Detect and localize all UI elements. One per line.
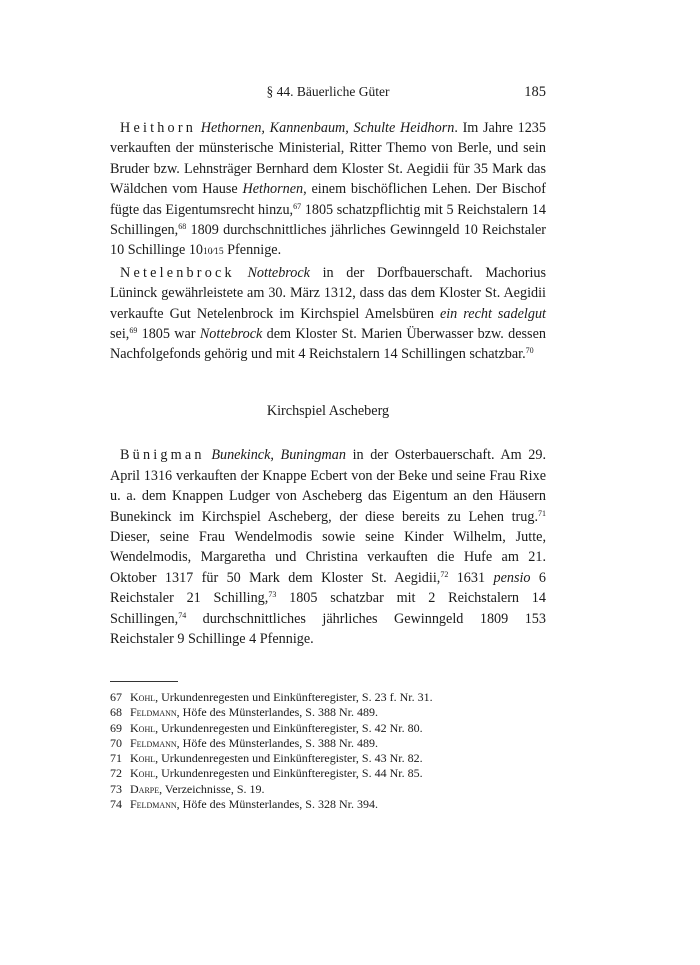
footnote-ref[interactable]: 71 [538,508,546,518]
footnote-ref[interactable]: 72 [440,569,449,579]
footnote-author: Feldmann [130,735,177,750]
footnote-number: 69 [110,720,122,735]
footnote-author: Feldmann [130,797,177,812]
footnote [110,705,546,720]
running-head: § 44. Bäuerliche Güter [266,84,390,99]
footnote [110,721,546,736]
entry-text: durchschnittliches jährliches Gewinngeld 1809 153 Reichstaler 9 Schillinge 4 Pfennige. [110,610,546,647]
footnote-number: 72 [110,766,122,781]
entry-bunigman [110,445,546,649]
footnote-author: Kohl [130,720,156,735]
footnote-author: Kohl [130,751,156,766]
alternative-names: Bunekinck, Buningman [211,447,346,464]
entry-text: 1805 schatzbar mit 2 Reichstalern 14 Schillingen, [110,590,546,627]
entry-text: , einem bischöflichen Lehen. Der Bischof fügte das Eigentumsrecht hinzu, [110,181,546,218]
entry-text: 1805 schatzpflichtig mit 5 Reichstalern 14 Schillingen, [110,201,546,239]
footnote-text: , Verzeichnisse, S. 19. [159,781,265,796]
footnote-author: Feldmann [130,705,177,720]
entry-name: Heithorn [120,120,197,136]
footnote-text: , Höfe des Münsterlandes, S. 328 Nr. 394. [176,797,378,812]
entry-text: dem Kloster St. Marien Überwasser bzw. dessen Nachfolgefonds gehörig und mit 4 Reichstalern 14 Schillingen schatzbar. [110,326,546,363]
footnote-text: , Höfe des Münsterlandes, S. 388 Nr. 489. [176,735,378,750]
footnote [110,782,546,797]
entry-text: Dieser, seine Frau Wendelmodis sowie seine Kinder Wilhelm, Jutte, Wendelmodis, Margaretha und Christina verkauften die Hufe am 21. Oktober 1317 für 50 Mark dem Kloster St. Aegidii, [110,528,546,586]
entry-text: 1809 durchschnittliches jährliches Gewinngeld 10 Reichstaler 10 Schillinge 10 [110,222,546,259]
page-number: 185 [524,84,546,100]
footnote-author: Kohl [130,766,156,781]
footnote [110,751,546,766]
footnote-author: Kohl [130,690,156,704]
footnote [110,690,546,705]
entry-text: 1631 [448,569,494,586]
footnote-text: , Urkundenregesten und Einkünfteregister, S. 44 Nr. 85. [155,766,423,781]
footnote [110,736,546,751]
entry-text: 1805 war [137,326,200,343]
footnote-separator [110,681,178,682]
footnote [110,797,546,812]
entry-netelenbrock [110,263,546,365]
entry-text: in der Osterbauerschaft. Am 29. April 1316 verkauften der Knappe Ecbert von der Beke und seine Frau Rixe u. a. dem Knappen Ludger von Ascheberg das Eigentum an den Häusern Bunekinck im Kirchspiel Ascheberg, der diese bereits zu Lehen trug. [110,447,547,525]
footnote-number: 68 [110,705,122,720]
footnote-number: 74 [110,797,122,812]
footnote-ref[interactable]: 68 [178,222,187,232]
footnote-ref[interactable]: 69 [129,326,138,336]
footnote-ref[interactable]: 67 [293,201,302,211]
page-header [110,84,546,106]
entry-name: Netelenbrock [120,264,235,281]
entry-text: sei, [110,326,130,343]
footnote-ref[interactable]: 73 [268,590,277,600]
footnote-number: 71 [110,751,122,766]
entry-text: . Im Jahre 1235 verkauften der münsterische Ministerial, Ritter Themo von Berle, und sein Bruder bzw. Lehnsträger Bernhard dem Kloster St. Aegidii für 35 Mark das Wäldchen vom Hause [110,120,546,198]
footnote-author: Darpe [130,781,160,796]
entry-text: Pfennige. [223,242,282,259]
footnote [110,766,546,781]
main-text [110,118,546,649]
alternative-names: Nottebrock [247,264,310,281]
footnote-text: , Höfe des Münsterlandes, S. 388 Nr. 489. [176,705,378,720]
alternative-names: Nottebrock [199,326,263,343]
footnote-text: , Urkundenregesten und Einkünfteregister, S. 23 f. Nr. 31. [155,690,433,704]
footnote-number: 70 [110,735,122,750]
section-heading: Kirchspiel Ascheberg [266,402,390,419]
place-name: Hethornen [242,181,304,198]
footnote-ref[interactable]: 70 [525,346,534,356]
footnote-text: , Urkundenregesten und Einkünfteregister, S. 42 Nr. 80. [155,720,423,735]
entry-text: 6 Reichstaler 21 Schilling, [110,569,547,607]
entry-text: in der Dorfbauerschaft. Machorius Lüninck gewährleistete am 30. März 1312, dass das dem Kloster St. Aegidii verkaufte Gut Netelenbrock im Kirchspiel Amelsbüren [110,264,547,322]
entry-heithorn [110,118,546,263]
alternative-names: Hethornen, Kannenbaum, Schulte Heidhorn [200,120,455,136]
footnote-ref[interactable]: 74 [178,610,187,620]
footnote-number: 67 [110,690,122,704]
fraction: 10⁄15 [203,247,224,258]
footnote-text: , Urkundenregesten und Einkünfteregister, S. 43 Nr. 82. [155,751,423,766]
footnote-number: 73 [110,781,122,796]
latin-term: pensio [493,569,531,586]
quoted-phrase: ein recht sadelgut [439,305,546,322]
entry-name: Bünigman [120,447,205,464]
footnotes [110,690,546,812]
